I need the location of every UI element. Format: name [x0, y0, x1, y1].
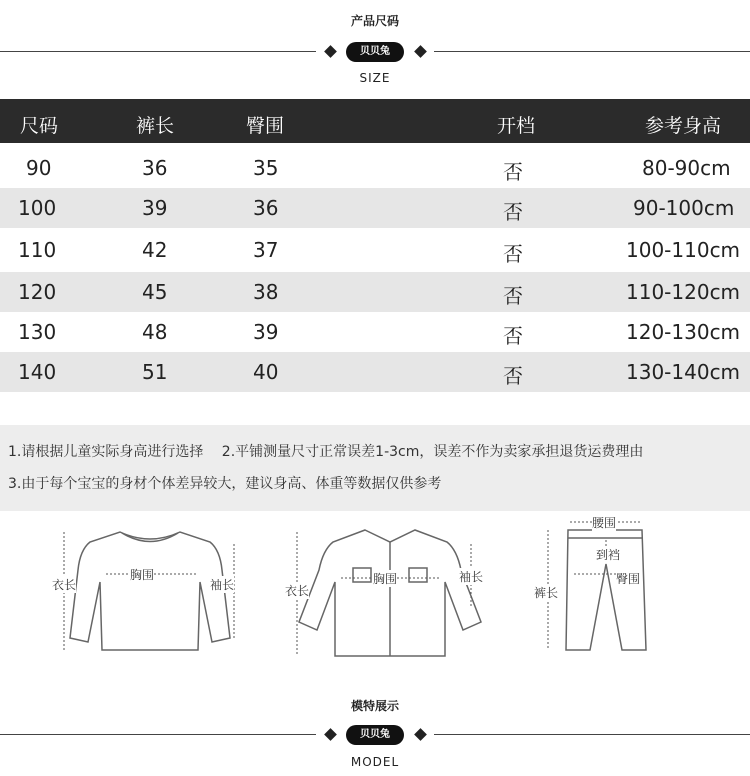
model-title-cn: 模特展示 — [350, 699, 399, 713]
table-row — [0, 352, 750, 392]
cell-hip: 39 — [253, 320, 279, 344]
table-header — [0, 99, 750, 143]
cell-length: 39 — [142, 196, 168, 220]
col-header-height: 参考身高 — [645, 115, 722, 137]
diamond-icon — [324, 728, 337, 741]
cell-height: 130-140cm — [626, 360, 741, 384]
cell-open: 否 — [503, 200, 523, 224]
model-title-en: MODEL — [350, 755, 400, 769]
table-row — [0, 188, 750, 228]
cell-hip: 38 — [253, 280, 279, 304]
cell-hip: 37 — [253, 238, 279, 262]
cell-length: 45 — [142, 280, 168, 304]
cell-length: 48 — [142, 320, 168, 344]
cell-size: 130 — [18, 320, 57, 344]
col-header-length: 裤长 — [136, 115, 175, 137]
model-subtitle — [0, 755, 750, 769]
cell-size: 120 — [18, 280, 57, 304]
sweater-diagram — [50, 520, 250, 670]
cell-open: 否 — [503, 284, 523, 308]
size-subtitle — [0, 71, 750, 85]
sweater-outline-icon — [50, 520, 250, 670]
size-title-cn: 产品尺码 — [350, 14, 399, 28]
cell-height: 80-90cm — [642, 156, 731, 180]
sweater-sleeve-label: 袖长 — [210, 578, 235, 592]
cell-size: 140 — [18, 360, 57, 384]
cell-open: 否 — [503, 160, 523, 184]
cell-size: 100 — [18, 196, 57, 220]
pants-crotch-label: 到裆 — [596, 548, 621, 562]
sweater-length-label: 衣长 — [52, 578, 77, 592]
col-header-size: 尺码 — [20, 115, 59, 137]
cell-height: 120-130cm — [626, 320, 741, 344]
table-row — [0, 230, 750, 270]
cell-length: 51 — [142, 360, 168, 384]
cell-height: 90-100cm — [633, 196, 735, 220]
shirt-diagram — [285, 520, 495, 670]
pants-length-label: 裤长 — [534, 586, 559, 600]
brand-badge: 贝贝兔 — [346, 42, 404, 62]
shirt-sleeve-label: 袖长 — [459, 570, 484, 584]
notes-box — [0, 425, 750, 511]
note-line-1: 1.请根据儿童实际身高进行选择 2.平铺测量尺寸正常误差1-3cm，误差不作为卖家承担退货运费理由 — [8, 444, 644, 460]
diamond-icon — [324, 45, 337, 58]
cell-size: 110 — [18, 238, 57, 262]
col-header-open: 开档 — [497, 115, 536, 137]
cell-hip: 40 — [253, 360, 279, 384]
shirt-chest-label: 胸围 — [373, 572, 398, 586]
size-divider — [0, 42, 750, 62]
sweater-chest-label: 胸围 — [130, 568, 155, 582]
table-row — [0, 148, 750, 188]
pants-diagram — [530, 512, 670, 662]
cell-open: 否 — [503, 364, 523, 388]
size-title-en: SIZE — [359, 71, 391, 85]
cell-open: 否 — [503, 242, 523, 266]
cell-height: 100-110cm — [626, 238, 741, 262]
diamond-icon — [414, 728, 427, 741]
pants-hip-label: 臀围 — [616, 572, 641, 586]
diamond-icon — [414, 45, 427, 58]
size-title — [0, 12, 750, 29]
model-divider — [0, 725, 750, 745]
cell-size: 90 — [26, 156, 52, 180]
cell-height: 110-120cm — [626, 280, 741, 304]
note-line-2: 3.由于每个宝宝的身材个体差异较大，建议身高、体重等数据仅供参考 — [8, 476, 442, 492]
table-row — [0, 312, 750, 352]
model-title — [0, 697, 750, 714]
col-header-hip: 臀围 — [246, 115, 285, 137]
brand-badge: 贝贝兔 — [346, 725, 404, 745]
cell-hip: 35 — [253, 156, 279, 180]
table-row — [0, 272, 750, 312]
pants-waist-label: 腰围 — [592, 516, 617, 530]
cell-open: 否 — [503, 324, 523, 348]
shirt-length-label: 衣长 — [285, 584, 310, 598]
shirt-outline-icon — [285, 520, 495, 670]
cell-hip: 36 — [253, 196, 279, 220]
cell-length: 36 — [142, 156, 168, 180]
cell-length: 42 — [142, 238, 168, 262]
